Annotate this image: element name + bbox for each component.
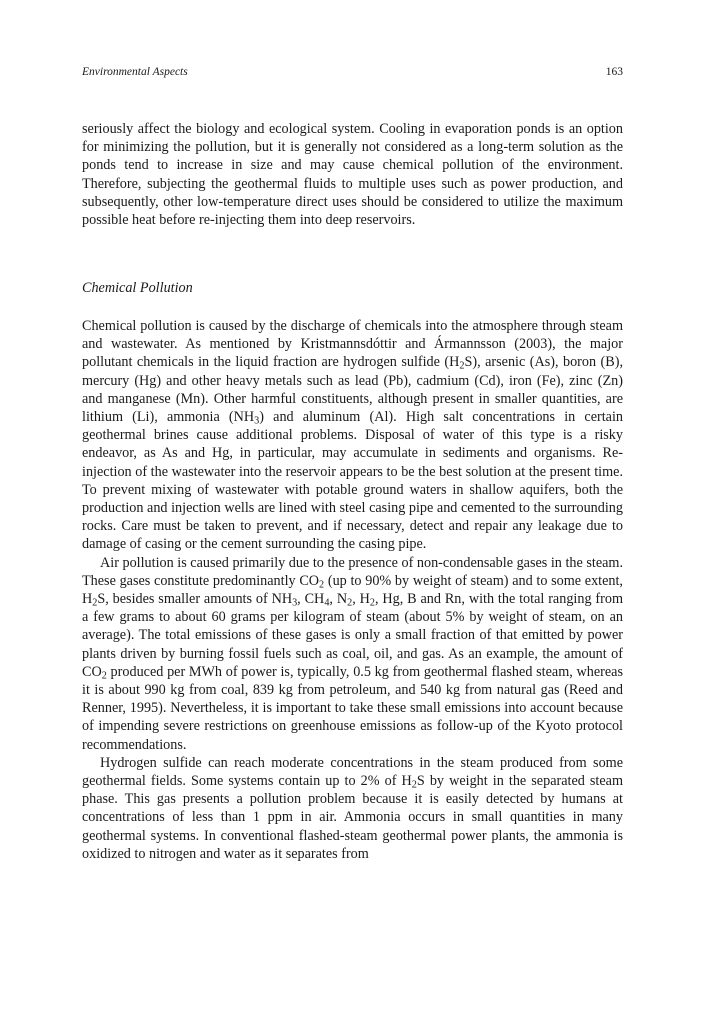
running-title: Environmental Aspects	[82, 66, 188, 78]
section-body	[82, 317, 623, 863]
book-page	[82, 0, 623, 1024]
paragraph-air-pollution: Air pollution is caused primarily due to the presence of non-condensable gases in the steam. These gases constitute predominantly $CO_2$ (up to 90% by weight of steam) and to some extent, $H_2S$, besides smaller amounts of $NH_3$, $CH_4$, $N_2$, $H_2$, Hg, B and Rn, with the total ranging from a few grams to about 60 grams per kilogram of steam (about 5% by weight of steam, on an average). The total emissions of these gases is only a small fraction of that emitted by power plants driven by burning fossil fuels such as coal, oil, and gas. As an example, the amount of $CO_2$ produced per MWh of power is, typically, 0.5 kg from geothermal flashed steam, whereas it is about 990 kg from coal, 839 kg from petroleum, and 540 kg from natural gas (Reed and Renner, 1995). Nevertheless, it is important to take these small emissions into account because of impending severe restrictions on greenhouse emissions as follow-up of the Kyoto protocol recommendations.	[82, 554, 623, 753]
paragraph-chemical-pollution: Chemical pollution is caused by the discharge of chemicals into the atmosphere through steam and wastewater. As mentioned by Kristmannsdóttir and Ármannsson (2003), the major pollutant chemicals in the liquid fraction are hydrogen sulfide $(H_2S)$, arsenic (As), boron (B), mercury (Hg) and other heavy metals such as lead (Pb), cadmium (Cd), iron (Fe), zinc (Zn) and manganese (Mn). Other harmful constituents, although present in smaller quantities, are lithium (Li), ammonia $(NH_3)$ and aluminum (Al). High salt concentrations in certain geothermal brines cause additional problems. Disposal of water of this type is a risky endeavor, as As and Hg, in particular, may accumulate in sediments and organisms. Re-injection of the wastewater into the reservoir appears to be the best solution at the present time. To prevent mixing of wastewater with potable ground waters in shallow aquifers, both the production and injection wells are lined with steel casing pipe and cemented to the surrounding rocks. Care must be taken to prevent, and if necessary, detect and repair any leakage due to damage of casing or the cement surrounding the casing pipe.	[82, 318, 624, 553]
continuation-paragraph: seriously affect the biology and ecological system. Cooling in evaporation ponds is an option for minimizing the pollution, but it is generally not considered as a long-term solution as the ponds tend to increase in size and may cause chemical pollution of the environment. Therefore, subjecting the geothermal fluids to multiple uses such as power production, and subsequently, other low-temperature direct uses should be considered to utilize the maximum possible heat before re-injecting them into deep reservoirs.	[82, 121, 623, 229]
paragraph-hydrogen-sulfide: Hydrogen sulfide can reach moderate concentrations in the steam produced from some geothermal fields. Some systems contain up to 2% of $H_2S$ by weight in the separated steam phase. This gas presents a pollution problem because it is easily detected by humans at concentrations of less than 1 ppm in air. Ammonia occurs in small quantities in many geothermal systems. In conventional flashed-steam geothermal power plants, the ammonia is oxidized to nitrogen and water as it separates from	[82, 754, 624, 862]
section-heading: Chemical Pollution	[82, 280, 193, 296]
running-head	[82, 66, 623, 82]
page-number: 163	[605, 66, 623, 78]
